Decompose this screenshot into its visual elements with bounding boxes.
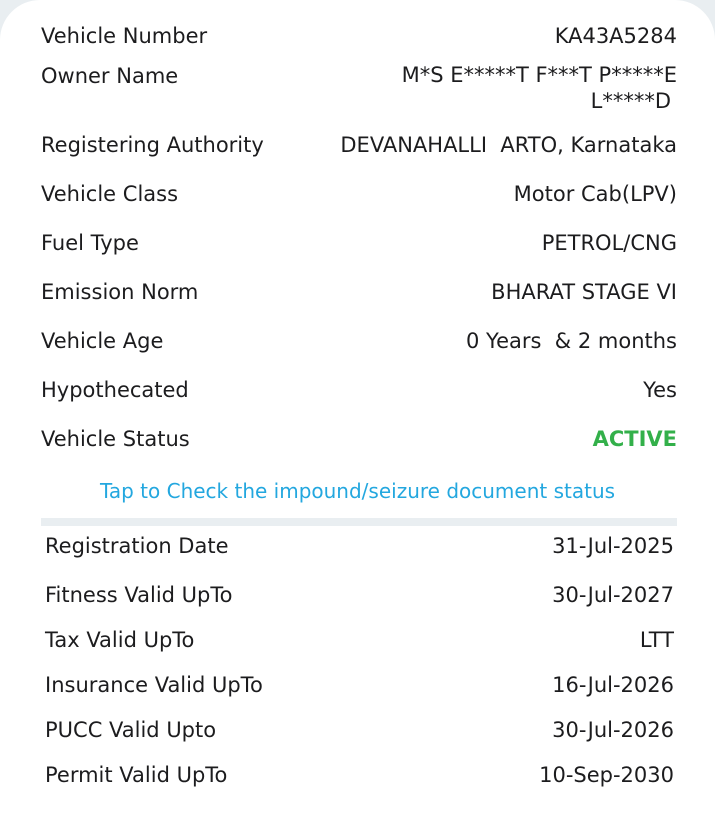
vehicle-status-badge: ACTIVE	[592, 427, 677, 451]
tax-valid-value: LTT	[639, 628, 674, 652]
registering-authority-label: Registering Authority	[41, 133, 264, 157]
section-divider	[41, 518, 677, 526]
hypothecated-value: Yes	[643, 378, 677, 402]
insurance-valid-value: 16-Jul-2026	[552, 673, 674, 697]
registering-authority-value: DEVANAHALLI ARTO, Karnataka	[340, 133, 677, 157]
impound-status-link[interactable]: Tap to Check the impound/seizure document status	[99, 479, 616, 503]
vehicle-number-value: KA43A5284	[554, 24, 677, 48]
vehicle-status-label: Vehicle Status	[41, 427, 190, 451]
registration-date-value: 31-Jul-2025	[552, 534, 674, 558]
fitness-valid-label: Fitness Valid UpTo	[45, 583, 233, 607]
pucc-valid-value: 30-Jul-2026	[552, 718, 674, 742]
permit-valid-label: Permit Valid UpTo	[45, 763, 228, 787]
vehicle-age-value: 0 Years & 2 months	[466, 329, 677, 353]
owner-name-value	[377, 62, 677, 114]
insurance-valid-label: Insurance Valid UpTo	[45, 673, 263, 697]
emission-norm-label: Emission Norm	[41, 280, 199, 304]
vehicle-number-label: Vehicle Number	[41, 24, 208, 48]
permit-valid-value: 10-Sep-2030	[539, 763, 674, 787]
vehicle-age-label: Vehicle Age	[41, 329, 164, 353]
owner-name-line1: M*S E*****T F***T P*****E	[401, 63, 677, 87]
owner-name-label: Owner Name	[41, 64, 179, 88]
owner-name-line2: L*****D	[590, 89, 671, 113]
emission-norm-value: BHARAT STAGE VI	[491, 280, 677, 304]
vehicle-class-value: Motor Cab(LPV)	[513, 182, 677, 206]
fuel-type-value: PETROL/CNG	[541, 231, 677, 255]
hypothecated-label: Hypothecated	[41, 378, 189, 402]
registration-date-label: Registration Date	[45, 534, 229, 558]
pucc-valid-label: PUCC Valid Upto	[45, 718, 217, 742]
fitness-valid-value: 30-Jul-2027	[552, 583, 674, 607]
fuel-type-label: Fuel Type	[41, 231, 139, 255]
vehicle-class-label: Vehicle Class	[41, 182, 179, 206]
tax-valid-label: Tax Valid UpTo	[45, 628, 195, 652]
